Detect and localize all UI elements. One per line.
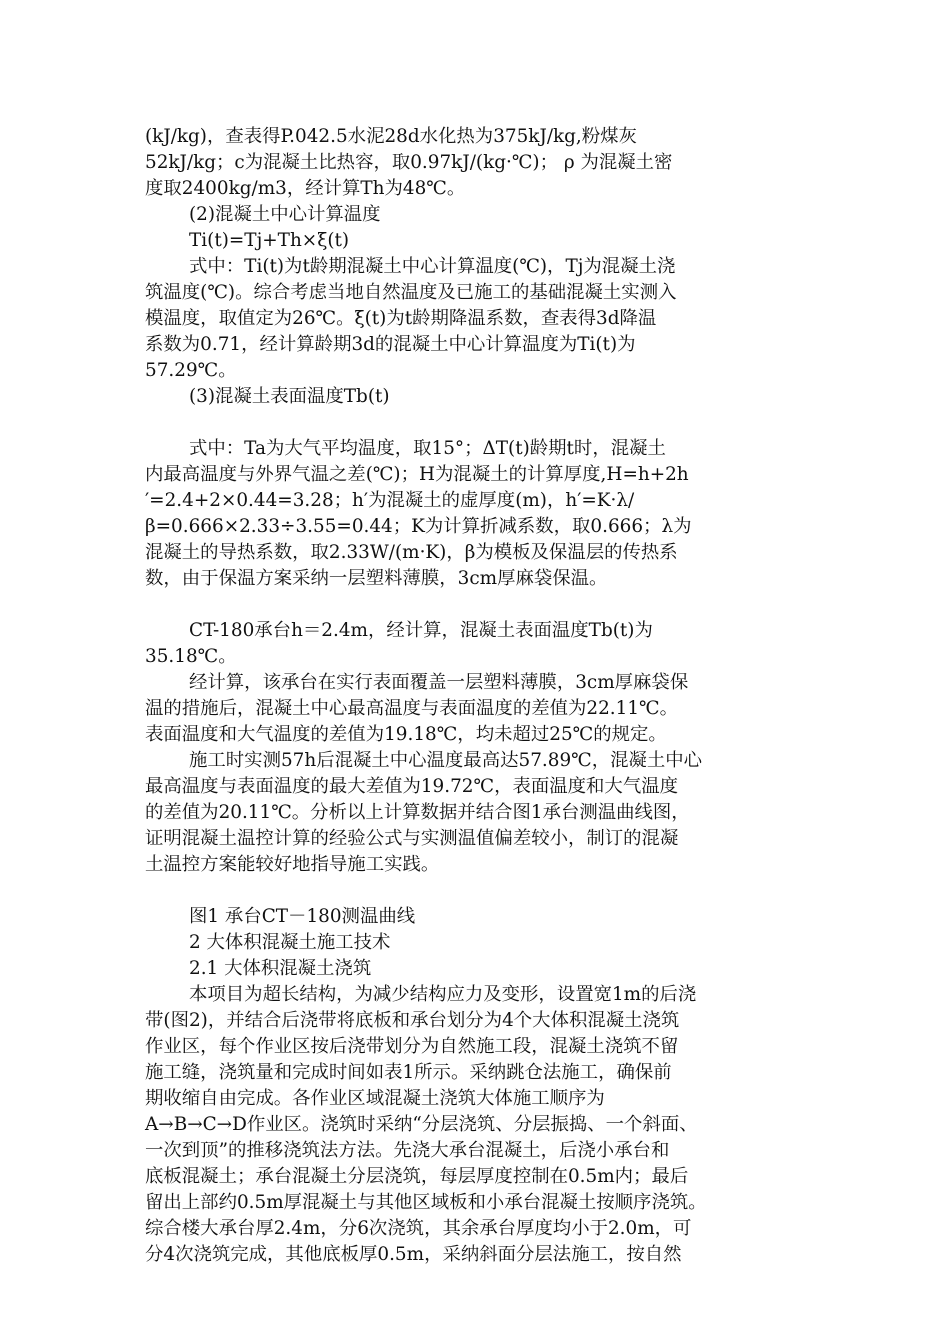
text-line: 度取2400kg/m3，经计算Th为48℃。 [145, 178, 466, 199]
text-line: 一次到顶”的推移浇筑法方法。先浇大承台混凝土，后浇小承台和 [145, 1140, 670, 1161]
text-line: 模温度，取值定为26℃。ξ(t)为t龄期降温系数，查表得3d降温 [145, 308, 657, 329]
text-line: 内最高温度与外界气温之差(℃)；H为混凝土的计算厚度,H=h+2h [145, 464, 689, 485]
text-line: 带(图2)，并结合后浇带将底板和承台划分为4个大体积混凝土浇筑 [145, 1010, 680, 1031]
section-heading: 2 大体积混凝土施工技术 [189, 932, 391, 953]
text-line: 施工缝，浇筑量和完成时间如表1所示。采纳跳仓法施工，确保前 [145, 1062, 672, 1083]
text-line: 35.18℃。 [145, 646, 237, 667]
text-line: 52kJ/kg；c为混凝土比热容，取0.97kJ/(kg·℃)； ρ 为混凝土密 [145, 152, 673, 173]
text-line: 土温控方案能较好地指导施工实践。 [145, 854, 440, 875]
section-heading: (3)混凝土表面温度Tb(t) [189, 386, 390, 407]
text-line: (kJ/kg)，查表得P.042.5水泥28d水化热为375kJ/kg,粉煤灰 [145, 126, 637, 147]
text-line: 57.29℃。 [145, 360, 237, 381]
text-line: 经计算，该承台在实行表面覆盖一层塑料薄膜，3cm厚麻袋保 [189, 672, 689, 693]
text-line: 混凝土的导热系数，取2.33W/(m·K)，β为模板及保温层的传热系 [145, 542, 678, 563]
text-line: 数，由于保温方案采纳一层塑料薄膜，3cm厚麻袋保温。 [145, 568, 608, 589]
text-line: 系数为0.71，经计算龄期3d的混凝土中心计算温度为Ti(t)为 [145, 334, 636, 355]
text-line: 综合楼大承台厚2.4m，分6次浇筑，其余承台厚度均小于2.0m，可 [145, 1218, 692, 1239]
figure-caption: 图1 承台CT－180测温曲线 [189, 906, 416, 927]
text-line: 表面温度和大气温度的差值为19.18℃，均未超过25℃的规定。 [145, 724, 667, 745]
text-line: 底板混凝土；承台混凝土分层浇筑，每层厚度控制在0.5m内；最后 [145, 1166, 689, 1187]
text-line: 分4次浇筑完成，其他底板厚0.5m，采纳斜面分层法施工，按自然 [145, 1244, 682, 1265]
text-line: 本项目为超长结构，为减少结构应力及变形，设置宽1m的后浇 [189, 984, 697, 1005]
text-line: 留出上部约0.5m厚混凝土与其他区域板和小承台混凝土按顺序浇筑。 [145, 1192, 707, 1213]
formula-placeholder [145, 410, 810, 436]
text-line: 证明混凝土温控计算的经验公式与实测温值偏差较小，制订的混凝 [145, 828, 679, 849]
text-line: CT-180承台h＝2.4m，经计算，混凝土表面温度Tb(t)为 [189, 620, 653, 641]
text-line: β=0.666×2.33÷3.55=0.44；K为计算折减系数，取0.666；λ为 [145, 516, 692, 537]
spacer [145, 878, 810, 904]
text-line: 作业区，每个作业区按后浇带划分为自然施工段，混凝土浇筑不留 [145, 1036, 679, 1057]
text-line: 筑温度(℃)。综合考虑当地自然温度及已施工的基础混凝土实测入 [145, 282, 677, 303]
section-heading: (2)混凝土中心计算温度 [189, 204, 381, 225]
text-line: 式中：Ta为大气平均温度，取15°；ΔT(t)龄期t时，混凝土 [189, 438, 666, 459]
formula: Ti(t)=Tj+Th×ξ(t) [189, 230, 350, 251]
text-line: 的差值为20.11℃。分析以上计算数据并结合图1承台测温曲线图， [145, 802, 690, 823]
text-line: 式中：Ti(t)为t龄期混凝土中心计算温度(℃)，Tj为混凝土浇 [189, 256, 676, 277]
text-line: 施工时实测57h后混凝土中心温度最高达57.89℃，混凝土中心 [189, 750, 703, 771]
text-line: 温的措施后，混凝土中心最高温度与表面温度的差值为22.11℃。 [145, 698, 678, 719]
text-line: ′=2.4+2×0.44=3.28；h′为混凝土的虚厚度(m)，h′=K·λ/ [145, 490, 635, 511]
text-line: 期收缩自由完成。各作业区域混凝土浇筑大体施工顺序为 [145, 1088, 605, 1109]
text-line: 最高温度与表面温度的最大差值为19.72℃，表面温度和大气温度 [145, 776, 678, 797]
text-line: A→B→C→D作业区。浇筑时采纳“分层浇筑、分层振捣、一个斜面、 [145, 1114, 698, 1135]
section-heading: 2.1 大体积混凝土浇筑 [189, 958, 372, 979]
spacer [145, 592, 810, 618]
document-page [145, 124, 810, 1268]
